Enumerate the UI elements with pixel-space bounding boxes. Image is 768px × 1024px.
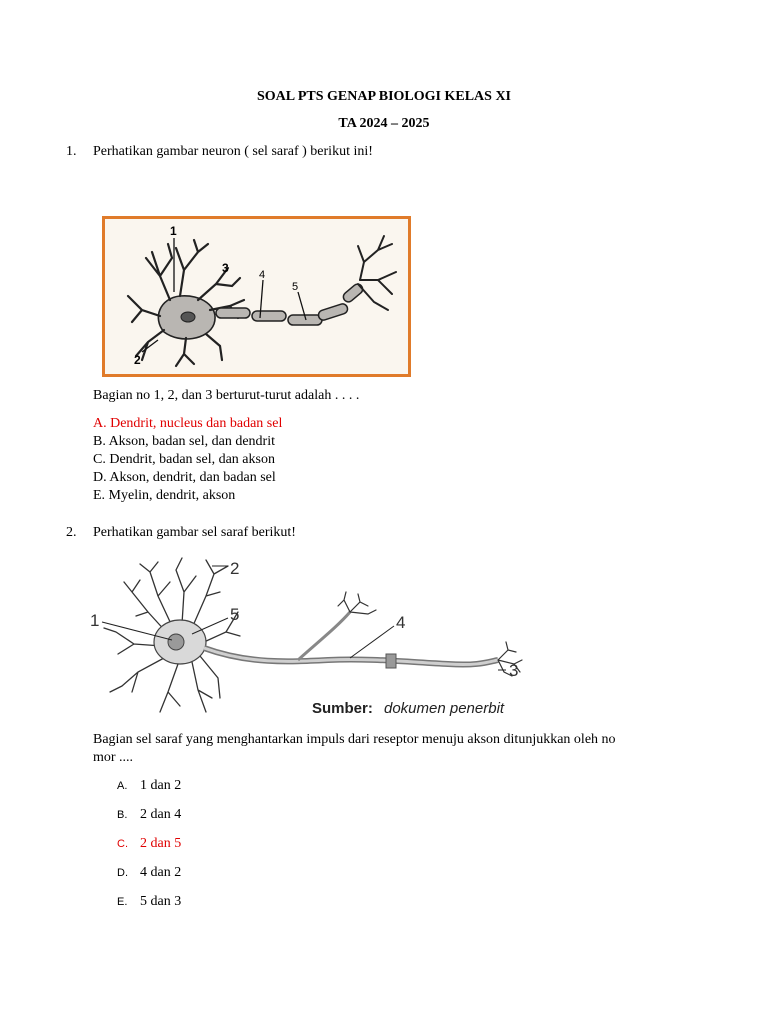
question-1-option-d[interactable]: D. Akson, dendrit, dan badan sel xyxy=(93,470,276,485)
figure-1-label-1: 1 xyxy=(170,224,177,238)
question-1-option-e[interactable]: E. Myelin, dendrit, akson xyxy=(93,488,236,503)
option-text: 1 dan 2 xyxy=(140,778,182,793)
question-2-text xyxy=(93,731,713,767)
figure-2-source-text: dokumen penerbit xyxy=(384,700,505,717)
option-letter: E. xyxy=(117,896,128,908)
neuron-figure-1 xyxy=(102,214,412,378)
question-2-number: 2. xyxy=(66,525,77,540)
figure-1-label-2: 2 xyxy=(134,353,141,367)
option-text: 5 dan 3 xyxy=(140,894,182,909)
figure-1-label-3: 3 xyxy=(222,261,229,275)
question-2-option-a[interactable] xyxy=(117,776,181,805)
option-letter: A. xyxy=(117,780,128,792)
page-subtitle: TA 2024 – 2025 xyxy=(338,116,430,131)
question-2-text-line-1: Bagian sel saraf yang menghantarkan impuls dari reseptor menuju akson ditunjukkan oleh no xyxy=(93,732,616,747)
figure-2-label-3: 3 xyxy=(509,661,519,680)
option-text: 2 dan 4 xyxy=(140,807,182,822)
option-letter: B. xyxy=(117,809,128,821)
option-letter: C. xyxy=(117,838,128,850)
question-2-options xyxy=(117,776,181,921)
neuron-figure-2 xyxy=(88,552,536,720)
question-2-prompt: Perhatikan gambar sel saraf berikut! xyxy=(93,525,296,540)
option-letter: D. xyxy=(117,867,128,879)
question-1-prompt: Perhatikan gambar neuron ( sel saraf ) berikut ini! xyxy=(93,144,373,159)
option-text: 4 dan 2 xyxy=(140,865,182,880)
question-1-text: Bagian no 1, 2, dan 3 berturut-turut adalah . . . . xyxy=(93,388,360,403)
question-2-option-b[interactable] xyxy=(117,805,181,834)
figure-2-label-4: 4 xyxy=(396,613,406,632)
question-2-option-e[interactable] xyxy=(117,892,181,921)
figure-2-source-label: Sumber: xyxy=(312,700,373,717)
option-text: 2 dan 5 xyxy=(140,836,182,851)
figure-1-label-5: 5 xyxy=(292,281,299,293)
question-2-text-line-2: mor .... xyxy=(93,750,134,765)
question-2-option-d[interactable] xyxy=(117,863,181,892)
question-1-option-c[interactable]: C. Dendrit, badan sel, dan akson xyxy=(93,452,275,467)
page-title: SOAL PTS GENAP BIOLOGI KELAS XI xyxy=(256,89,512,104)
figure-2-label-2: 2 xyxy=(230,559,240,578)
question-1-number: 1. xyxy=(66,144,77,159)
question-1-option-b[interactable]: B. Akson, badan sel, dan dendrit xyxy=(93,434,275,449)
question-1-option-a[interactable]: A. Dendrit, nucleus dan badan sel xyxy=(93,416,283,431)
question-2-option-c[interactable] xyxy=(117,834,181,863)
figure-2-label-5: 5 xyxy=(230,605,240,624)
figure-2-label-1: 1 xyxy=(90,611,100,630)
figure-1-label-4: 4 xyxy=(259,269,266,281)
